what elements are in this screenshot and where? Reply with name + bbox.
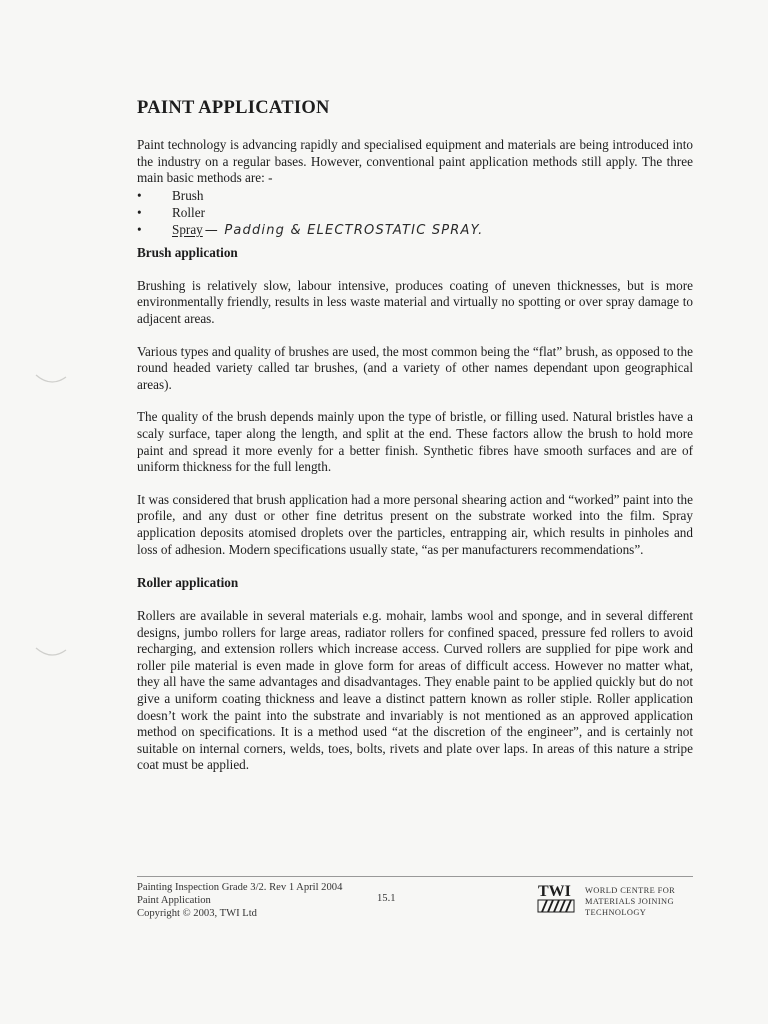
footer-copyright-line: Copyright © 2003, TWI Ltd (137, 908, 257, 919)
logo-tagline-line: TECHNOLOGY (585, 908, 647, 917)
handwritten-annotation: — Padding & ELECTROSTATIC SPRAY. (204, 222, 484, 238)
logo-tagline (585, 885, 675, 918)
brush-paragraph: Brushing is relatively slow, labour intensive, produces coating of uneven thicknesses, but is more environmentally friendly, results in less waste material and virtually no spotting or over spray damage to adjacent areas. (137, 277, 693, 326)
document-body (137, 98, 693, 774)
footer-course-line: Painting Inspection Grade 3/2. Rev 1 April 2004 (137, 882, 343, 893)
section-heading-brush: Brush application (137, 244, 238, 260)
section-heading-roller: Roller application (137, 575, 239, 591)
brush-paragraph: Various types and quality of brushes are used, the most common being the “flat” brush, as opposed to the round headed variety called tar brushes, (and a variety of other names dependant upon geographical areas). (137, 343, 693, 392)
footer-info (137, 881, 342, 920)
twi-logo (537, 882, 687, 922)
logo-tagline-line: WORLD CENTRE FOR (585, 886, 676, 895)
punch-hole-mark (34, 645, 68, 661)
logo-tagline-line: MATERIALS JOINING (585, 897, 674, 906)
brush-paragraph: It was considered that brush application had a more personal shearing action and “worked” paint into the profile, and any dust or other fine detritus present on the substrate worked into the film. Spray application deposits atomised droplets over the particles, entrapping air, which results in pinholes and loss of adhesion. Modern specifications usually state, “as per manufacturers recommendations”. (137, 491, 693, 557)
twi-logo-icon (537, 882, 579, 916)
list-item-label: Brush (172, 187, 204, 203)
bullet-icon: • (137, 187, 142, 203)
brush-paragraph: The quality of the brush depends mainly upon the type of bristle, or filling used. Natural bristles have a scaly surface, taper along the length, and split at the end. These factors allow the brush to hold more paint and spread it more evenly for a better finish. Synthetic fibres have smooth surfaces and are of uniform thickness for the full length. (137, 409, 693, 475)
intro-paragraph: Paint technology is advancing rapidly and specialised equipment and materials are being introduced into the industry on a regular bases. However, conventional paint application methods still apply. The three main basic methods are: - (137, 137, 693, 186)
footer-divider (137, 876, 693, 877)
page-title: PAINT APPLICATION (137, 98, 330, 118)
list-item (137, 187, 693, 204)
page-number: 15.1 (377, 893, 396, 904)
list-item (137, 204, 693, 221)
list-item (137, 221, 693, 239)
page-footer (137, 876, 693, 919)
methods-list (137, 187, 693, 239)
logo-wordmark: TWI (538, 883, 571, 900)
list-item-label: Spray (172, 221, 203, 237)
bullet-icon: • (137, 221, 142, 237)
bullet-icon: • (137, 204, 142, 220)
list-item-label: Roller (172, 204, 205, 220)
punch-hole-mark (34, 372, 68, 388)
roller-paragraph: Rollers are available in several materials e.g. mohair, lambs wool and sponge, and in several different designs, jumbo rollers for large areas, radiator rollers for confined spaced, pressure fed rollers to avoid recharging, and extension rollers which increase access. Curved rollers are supplied for pipe work and roller pile material is even made in glove form for areas of difficult access. However no matter what, they all have the same advantages and disadvantages. They enable paint to be applied quickly but do not give a uniform coating thickness and leave a distinct pattern known as roller stiple. Roller application doesn’t work the paint into the substrate and invariably is not mentioned as an approved application method on specifications. It is a method used “at the discretion of the engineer”, and is certainly not suitable on internal corners, welds, toes, bolts, rivets and plate over laps. In areas of this nature a stripe coat must be applied. (137, 608, 693, 773)
footer-section-line: Paint Application (137, 895, 211, 906)
